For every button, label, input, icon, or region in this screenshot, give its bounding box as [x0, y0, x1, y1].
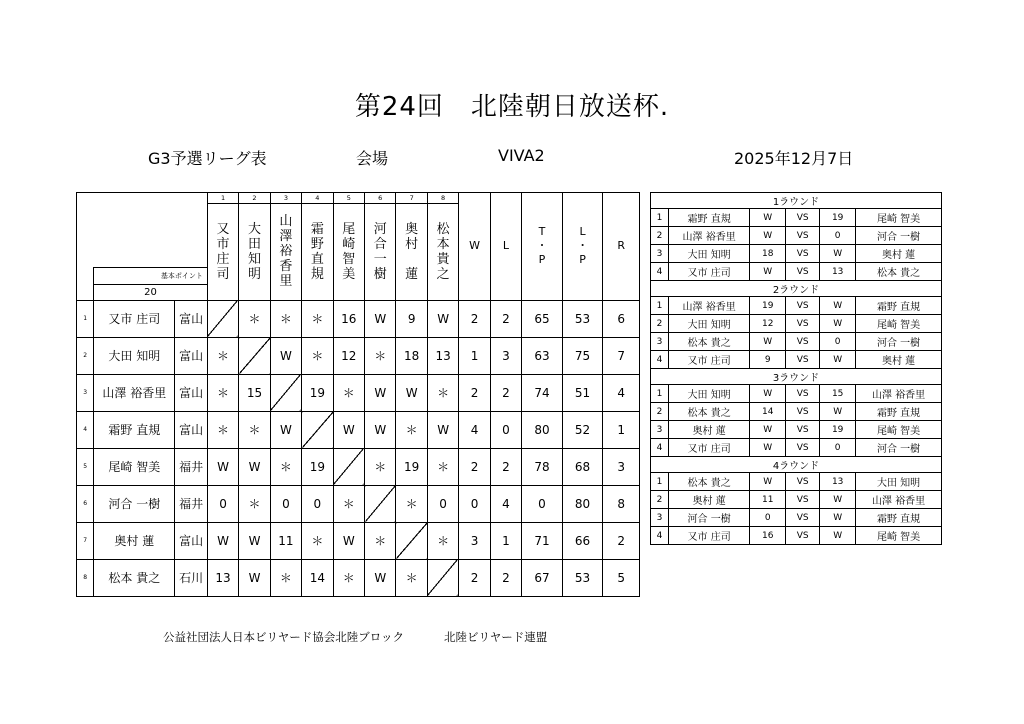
page-title: 第24回 北陸朝日放送杯. [354, 92, 670, 122]
stat-cell-l: 1 [490, 522, 521, 559]
result-cell: ＊ [365, 448, 396, 485]
stat-cell-tp: 67 [522, 559, 563, 596]
result-cell: W [239, 522, 270, 559]
row-number: 2 [77, 337, 94, 374]
match-row [651, 227, 942, 245]
round-title: 2ラウンド [651, 281, 942, 297]
match-index: 1 [651, 385, 669, 403]
match-row [651, 351, 942, 369]
match-index: 4 [651, 351, 669, 369]
result-cell: 19 [302, 448, 333, 485]
result-cell: ＊ [270, 559, 301, 596]
col-player-name: 尾 崎 智 美 [333, 204, 364, 301]
stat-cell-l: 4 [490, 485, 521, 522]
match-player-1: 松本 貴之 [669, 473, 750, 491]
stat-cell-w: 4 [459, 411, 490, 448]
diagonal-cell [333, 448, 364, 485]
match-score-2: W [820, 403, 856, 421]
result-cell: ＊ [365, 522, 396, 559]
match-score-2: 0 [820, 439, 856, 457]
match-player-2: 山澤 裕香里 [856, 385, 942, 403]
col-player-name: 松 本 貴 之 [427, 204, 458, 301]
col-player-name: 山 澤 裕 香 里 [270, 204, 301, 301]
match-player-1: 奥村 蓮 [669, 491, 750, 509]
result-cell: ＊ [333, 374, 364, 411]
result-cell: 0 [427, 485, 458, 522]
match-player-2: 尾崎 智美 [856, 421, 942, 439]
match-player-2: 奥村 蓮 [856, 245, 942, 263]
stat-cell-l: 2 [490, 374, 521, 411]
corner-left-gap [77, 267, 94, 284]
stat-header: T ・ P [522, 193, 563, 301]
stat-cell-w: 2 [459, 300, 490, 337]
match-player-2: 松本 貴之 [856, 263, 942, 281]
match-score-2: W [820, 245, 856, 263]
match-row [651, 333, 942, 351]
stat-cell-r: 8 [603, 485, 640, 522]
match-score-2: W [820, 297, 856, 315]
table-row [77, 300, 640, 337]
row-prefecture: 富山 [175, 374, 207, 411]
venue-value: VIVA2 [498, 146, 545, 165]
result-cell: ＊ [333, 559, 364, 596]
col-number: 3 [270, 193, 301, 204]
match-index: 1 [651, 473, 669, 491]
stat-cell-w: 2 [459, 559, 490, 596]
match-score-1: 18 [750, 245, 786, 263]
match-row [651, 209, 942, 227]
match-score-1: 11 [750, 491, 786, 509]
match-player-2: 霜野 直規 [856, 297, 942, 315]
match-score-1: 12 [750, 315, 786, 333]
row-prefecture: 福井 [175, 448, 207, 485]
match-player-2: 河合 一樹 [856, 439, 942, 457]
corner-spacer [77, 204, 175, 268]
match-row [651, 491, 942, 509]
result-cell: ＊ [239, 485, 270, 522]
result-cell: W [365, 411, 396, 448]
result-cell: 12 [333, 337, 364, 374]
result-cell: 15 [239, 374, 270, 411]
match-score-2: 0 [820, 333, 856, 351]
round-title: 3ラウンド [651, 369, 942, 385]
row-number: 4 [77, 411, 94, 448]
stat-cell-w: 0 [459, 485, 490, 522]
result-cell: ＊ [427, 522, 458, 559]
stat-cell-tp: 80 [522, 411, 563, 448]
match-score-1: W [750, 263, 786, 281]
match-player-2: 大田 知明 [856, 473, 942, 491]
result-cell: W [333, 522, 364, 559]
stat-cell-lp: 80 [562, 485, 603, 522]
match-player-2: 尾崎 智美 [856, 315, 942, 333]
match-vs: VS [786, 403, 820, 421]
match-index: 2 [651, 403, 669, 421]
col-number: 2 [239, 193, 270, 204]
col-number: 1 [207, 193, 238, 204]
col-number: 5 [333, 193, 364, 204]
match-row [651, 439, 942, 457]
col-player-name: 霜 野 直 規 [302, 204, 333, 301]
match-index: 2 [651, 491, 669, 509]
match-score-1: W [750, 421, 786, 439]
match-player-1: 又市 庄司 [669, 527, 750, 545]
match-row [651, 263, 942, 281]
result-cell: 0 [207, 485, 238, 522]
table-row [77, 448, 640, 485]
result-cell: 19 [302, 374, 333, 411]
row-prefecture: 福井 [175, 485, 207, 522]
result-cell: W [396, 374, 427, 411]
col-player-name: 奥 村 蓮 [396, 204, 427, 301]
footer-federation: 北陸ビリヤード連盟 [444, 630, 548, 644]
result-cell: ＊ [396, 411, 427, 448]
stat-cell-r: 5 [603, 559, 640, 596]
league-table [76, 192, 640, 597]
match-score-2: 19 [820, 421, 856, 439]
match-player-2: 河合 一樹 [856, 227, 942, 245]
result-cell: ＊ [427, 374, 458, 411]
match-vs: VS [786, 385, 820, 403]
row-number: 5 [77, 448, 94, 485]
row-player-name: 尾崎 智美 [94, 448, 175, 485]
match-vs: VS [786, 527, 820, 545]
match-player-1: 奥村 蓮 [669, 421, 750, 439]
stat-cell-l: 2 [490, 300, 521, 337]
match-score-1: 14 [750, 403, 786, 421]
match-row [651, 527, 942, 545]
result-cell: 0 [302, 485, 333, 522]
result-cell: 0 [270, 485, 301, 522]
result-cell: 11 [270, 522, 301, 559]
result-cell: W [427, 300, 458, 337]
rounds-table [650, 192, 942, 545]
stat-cell-lp: 51 [562, 374, 603, 411]
table-row [77, 485, 640, 522]
match-vs: VS [786, 351, 820, 369]
match-score-2: 0 [820, 227, 856, 245]
stat-cell-tp: 63 [522, 337, 563, 374]
row-prefecture: 石川 [175, 559, 207, 596]
row-prefecture: 富山 [175, 522, 207, 559]
match-index: 4 [651, 263, 669, 281]
diagonal-cell [270, 374, 301, 411]
table-row [77, 522, 640, 559]
col-number: 4 [302, 193, 333, 204]
result-cell: W [333, 411, 364, 448]
result-cell: ＊ [207, 337, 238, 374]
stat-cell-r: 3 [603, 448, 640, 485]
match-row [651, 473, 942, 491]
stat-header: W [459, 193, 490, 301]
stat-cell-r: 2 [603, 522, 640, 559]
match-score-2: 15 [820, 385, 856, 403]
match-score-2: W [820, 315, 856, 333]
match-score-2: W [820, 509, 856, 527]
stat-cell-l: 0 [490, 411, 521, 448]
stat-cell-tp: 65 [522, 300, 563, 337]
match-index: 4 [651, 439, 669, 457]
row-player-name: 奥村 蓮 [94, 522, 175, 559]
corner-left-gap [77, 284, 94, 300]
match-row [651, 315, 942, 333]
match-player-1: 松本 貴之 [669, 333, 750, 351]
match-player-1: 松本 貴之 [669, 403, 750, 421]
match-index: 1 [651, 297, 669, 315]
match-score-2: W [820, 527, 856, 545]
match-vs: VS [786, 333, 820, 351]
match-row [651, 245, 942, 263]
match-index: 4 [651, 527, 669, 545]
match-score-1: W [750, 333, 786, 351]
match-player-1: 山澤 裕香里 [669, 227, 750, 245]
result-cell: W [270, 411, 301, 448]
result-cell: W [365, 374, 396, 411]
match-score-1: W [750, 209, 786, 227]
result-cell: 19 [396, 448, 427, 485]
table-row [77, 411, 640, 448]
result-cell: W [427, 411, 458, 448]
match-vs: VS [786, 245, 820, 263]
match-row [651, 403, 942, 421]
match-player-2: 尾崎 智美 [856, 209, 942, 227]
match-player-1: 山澤 裕香里 [669, 297, 750, 315]
stat-cell-tp: 0 [522, 485, 563, 522]
result-cell: W [239, 559, 270, 596]
match-score-1: W [750, 227, 786, 245]
match-score-2: 19 [820, 209, 856, 227]
match-vs: VS [786, 227, 820, 245]
diagonal-cell [239, 337, 270, 374]
stat-cell-w: 2 [459, 448, 490, 485]
stat-cell-w: 2 [459, 374, 490, 411]
row-player-name: 河合 一樹 [94, 485, 175, 522]
row-player-name: 山澤 裕香里 [94, 374, 175, 411]
result-cell: W [365, 300, 396, 337]
match-index: 3 [651, 421, 669, 439]
table-row [77, 337, 640, 374]
match-score-2: 13 [820, 473, 856, 491]
match-score-1: 9 [750, 351, 786, 369]
base-point-value: 20 [94, 284, 208, 300]
match-player-1: 又市 庄司 [669, 351, 750, 369]
stat-header: L ・ P [562, 193, 603, 301]
stat-cell-r: 4 [603, 374, 640, 411]
diagonal-cell [427, 559, 458, 596]
result-cell: 9 [396, 300, 427, 337]
match-vs: VS [786, 473, 820, 491]
match-player-1: 又市 庄司 [669, 439, 750, 457]
match-vs: VS [786, 421, 820, 439]
result-cell: ＊ [333, 485, 364, 522]
match-player-2: 尾崎 智美 [856, 527, 942, 545]
table-row [77, 559, 640, 596]
result-cell: ＊ [239, 300, 270, 337]
match-score-2: W [820, 491, 856, 509]
stat-header: R [603, 193, 640, 301]
result-cell: W [239, 448, 270, 485]
match-vs: VS [786, 491, 820, 509]
result-cell: ＊ [396, 559, 427, 596]
match-player-2: 河合 一樹 [856, 333, 942, 351]
corner-spacer-right [175, 204, 207, 268]
col-player-name: 河 合 一 樹 [365, 204, 396, 301]
stat-cell-w: 1 [459, 337, 490, 374]
result-cell: ＊ [396, 485, 427, 522]
result-cell: 16 [333, 300, 364, 337]
col-number: 7 [396, 193, 427, 204]
match-player-2: 霜野 直規 [856, 403, 942, 421]
row-prefecture: 富山 [175, 300, 207, 337]
stat-cell-lp: 68 [562, 448, 603, 485]
diagonal-cell [302, 411, 333, 448]
result-cell: ＊ [302, 300, 333, 337]
row-number: 8 [77, 559, 94, 596]
result-cell: ＊ [365, 337, 396, 374]
row-number: 7 [77, 522, 94, 559]
stat-cell-lp: 53 [562, 559, 603, 596]
match-vs: VS [786, 209, 820, 227]
result-cell: W [207, 448, 238, 485]
match-vs: VS [786, 297, 820, 315]
match-index: 2 [651, 227, 669, 245]
match-index: 3 [651, 333, 669, 351]
col-player-name: 大 田 知 明 [239, 204, 270, 301]
row-number: 3 [77, 374, 94, 411]
result-cell: 18 [396, 337, 427, 374]
result-cell: W [207, 522, 238, 559]
match-score-2: W [820, 351, 856, 369]
stat-cell-lp: 53 [562, 300, 603, 337]
row-player-name: 霜野 直規 [94, 411, 175, 448]
match-score-2: 13 [820, 263, 856, 281]
result-cell: 13 [207, 559, 238, 596]
match-vs: VS [786, 509, 820, 527]
row-prefecture: 富山 [175, 337, 207, 374]
result-cell: ＊ [239, 411, 270, 448]
base-point-label: 基本ポイント [94, 267, 208, 284]
stat-cell-lp: 75 [562, 337, 603, 374]
match-player-2: 山澤 裕香里 [856, 491, 942, 509]
result-cell: ＊ [207, 374, 238, 411]
match-player-1: 又市 庄司 [669, 263, 750, 281]
stat-cell-l: 2 [490, 559, 521, 596]
match-score-1: 19 [750, 297, 786, 315]
match-index: 2 [651, 315, 669, 333]
footer-organization: 公益社団法人日本ビリヤード協会北陸ブロック [163, 630, 405, 644]
match-score-1: W [750, 385, 786, 403]
match-vs: VS [786, 263, 820, 281]
corner-cell [77, 193, 208, 204]
result-cell: 13 [427, 337, 458, 374]
stat-header: L [490, 193, 521, 301]
match-row [651, 509, 942, 527]
match-row [651, 385, 942, 403]
match-index: 3 [651, 509, 669, 527]
match-score-1: W [750, 439, 786, 457]
league-label: G3予選リーグ表 [148, 149, 267, 168]
stat-cell-l: 3 [490, 337, 521, 374]
stat-cell-l: 2 [490, 448, 521, 485]
result-cell: ＊ [302, 337, 333, 374]
result-cell: ＊ [427, 448, 458, 485]
diagonal-cell [207, 300, 238, 337]
match-player-1: 大田 知明 [669, 245, 750, 263]
row-number: 1 [77, 300, 94, 337]
match-vs: VS [786, 315, 820, 333]
result-cell: ＊ [207, 411, 238, 448]
match-player-2: 霜野 直規 [856, 509, 942, 527]
match-index: 1 [651, 209, 669, 227]
stat-cell-tp: 78 [522, 448, 563, 485]
row-prefecture: 富山 [175, 411, 207, 448]
match-player-1: 大田 知明 [669, 315, 750, 333]
match-player-1: 霜野 直規 [669, 209, 750, 227]
stat-cell-r: 7 [603, 337, 640, 374]
col-player-name: 又 市 庄 司 [207, 204, 238, 301]
result-cell: ＊ [302, 522, 333, 559]
venue-label: 会場 [356, 149, 389, 168]
col-number: 8 [427, 193, 458, 204]
stat-cell-tp: 71 [522, 522, 563, 559]
stat-cell-lp: 52 [562, 411, 603, 448]
diagonal-cell [396, 522, 427, 559]
row-player-name: 大田 知明 [94, 337, 175, 374]
stat-cell-w: 3 [459, 522, 490, 559]
match-player-2: 奥村 蓮 [856, 351, 942, 369]
match-index: 3 [651, 245, 669, 263]
round-title: 4ラウンド [651, 457, 942, 473]
row-player-name: 松本 貴之 [94, 559, 175, 596]
stat-cell-r: 1 [603, 411, 640, 448]
event-date: 2025年12月7日 [734, 149, 854, 168]
match-score-1: 0 [750, 509, 786, 527]
match-score-1: 16 [750, 527, 786, 545]
diagonal-cell [365, 485, 396, 522]
round-title: 1ラウンド [651, 193, 942, 209]
row-number: 6 [77, 485, 94, 522]
stat-cell-tp: 74 [522, 374, 563, 411]
result-cell: ＊ [270, 448, 301, 485]
match-player-1: 大田 知明 [669, 385, 750, 403]
col-number: 6 [365, 193, 396, 204]
table-row [77, 374, 640, 411]
row-player-name: 又市 庄司 [94, 300, 175, 337]
stat-cell-r: 6 [603, 300, 640, 337]
match-player-1: 河合 一樹 [669, 509, 750, 527]
result-cell: ＊ [270, 300, 301, 337]
result-cell: 14 [302, 559, 333, 596]
match-score-1: W [750, 473, 786, 491]
match-row [651, 297, 942, 315]
match-vs: VS [786, 439, 820, 457]
result-cell: W [365, 559, 396, 596]
stat-cell-lp: 66 [562, 522, 603, 559]
match-row [651, 421, 942, 439]
result-cell: W [270, 337, 301, 374]
